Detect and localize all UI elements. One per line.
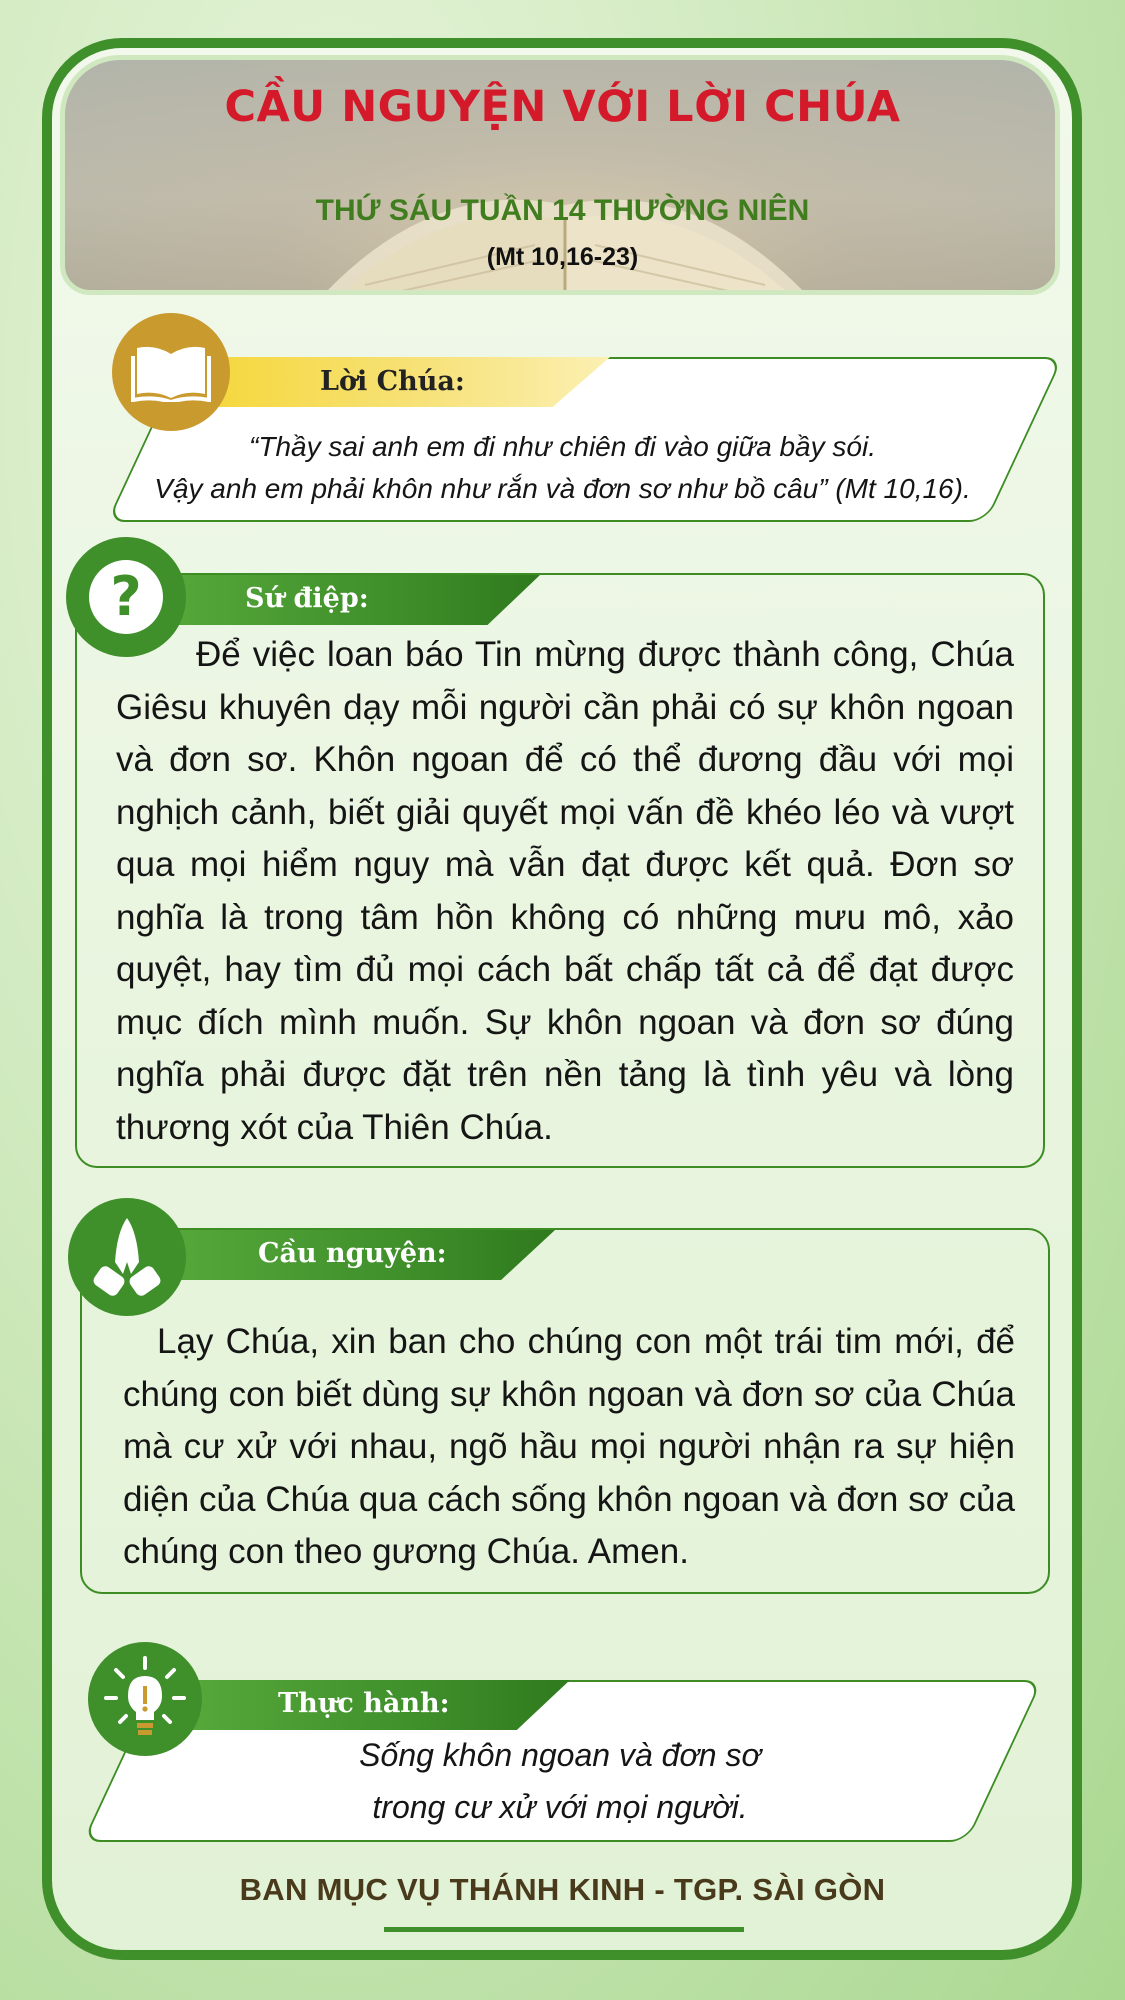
practice-label: Thực hành: bbox=[278, 1688, 450, 1719]
message-text: Để việc loan báo Tin mừng được thành công, Chúa Giêsu khuyên dạy mỗi người cần phải có sự khôn ngoan và đơn sơ. Khôn ngoan để có thể đương đầu với mọi nghịch cảnh, biết giải quyết mọi vấn đề khéo léo và vượt qua mọi hiểm nguy mà vẫn đạt được kết quả. Đơn sơ nghĩa là trong tâm hồn không có những mưu mô, xảo quyệt, hay tìm đủ mọi cách bất chấp tất cả để đạt được mục đích mình muốn. Sự khôn ngoan và đơn sơ đúng nghĩa phải được đặt trên nền tảng là tình yêu và lòng thương xót của Thiên Chúa. bbox=[116, 635, 1014, 1147]
open-book-icon bbox=[131, 342, 211, 402]
word-icon-circle bbox=[112, 313, 230, 431]
scripture-quote-line-2: Vậy anh em phải khôn như rắn và đơn sơ như bồ câu” (Mt 10,16). bbox=[154, 473, 971, 504]
word-label: Lời Chúa: bbox=[320, 366, 465, 397]
footer-divider bbox=[384, 1927, 744, 1932]
practice-icon-circle bbox=[88, 1642, 202, 1756]
prayer-text: Lạy Chúa, xin ban cho chúng con một trái tim mới, để chúng con biết dùng sự khôn ngoan và đơn sơ của Chúa mà cư xử với nhau, ngõ hầu mọi người nhận ra sự hiện diện của Chúa qua cách sống khôn ngoan và đơn sơ của chúng con theo gương Chúa. Amen. bbox=[123, 1322, 1015, 1571]
message-label: Sứ điệp: bbox=[245, 583, 369, 614]
liturgical-day: THỨ SÁU TUẦN 14 THƯỜNG NIÊN bbox=[315, 194, 810, 227]
practice-line-2: trong cư xử với mọi người. bbox=[372, 1789, 748, 1825]
scripture-quote-line-1: “Thầy sai anh em đi như chiên đi vào giữa bầy sói. bbox=[249, 431, 876, 462]
scripture-reference: (Mt 10,16-23) bbox=[486, 243, 639, 271]
prayer-label: Cầu nguyện: bbox=[258, 1238, 447, 1269]
footer-credit: BAN MỤC VỤ THÁNH KINH - TGP. SÀI GÒN bbox=[239, 1872, 886, 1907]
practice-line-1: Sống khôn ngoan và đơn sơ bbox=[359, 1737, 761, 1773]
lightbulb-icon bbox=[100, 1654, 190, 1744]
prayer-icon-circle bbox=[68, 1198, 186, 1316]
praying-hands-icon bbox=[87, 1212, 167, 1302]
page-title: CẦU NGUYỆN VỚI LỜI CHÚA bbox=[224, 82, 901, 132]
question-icon: ? bbox=[89, 560, 163, 634]
